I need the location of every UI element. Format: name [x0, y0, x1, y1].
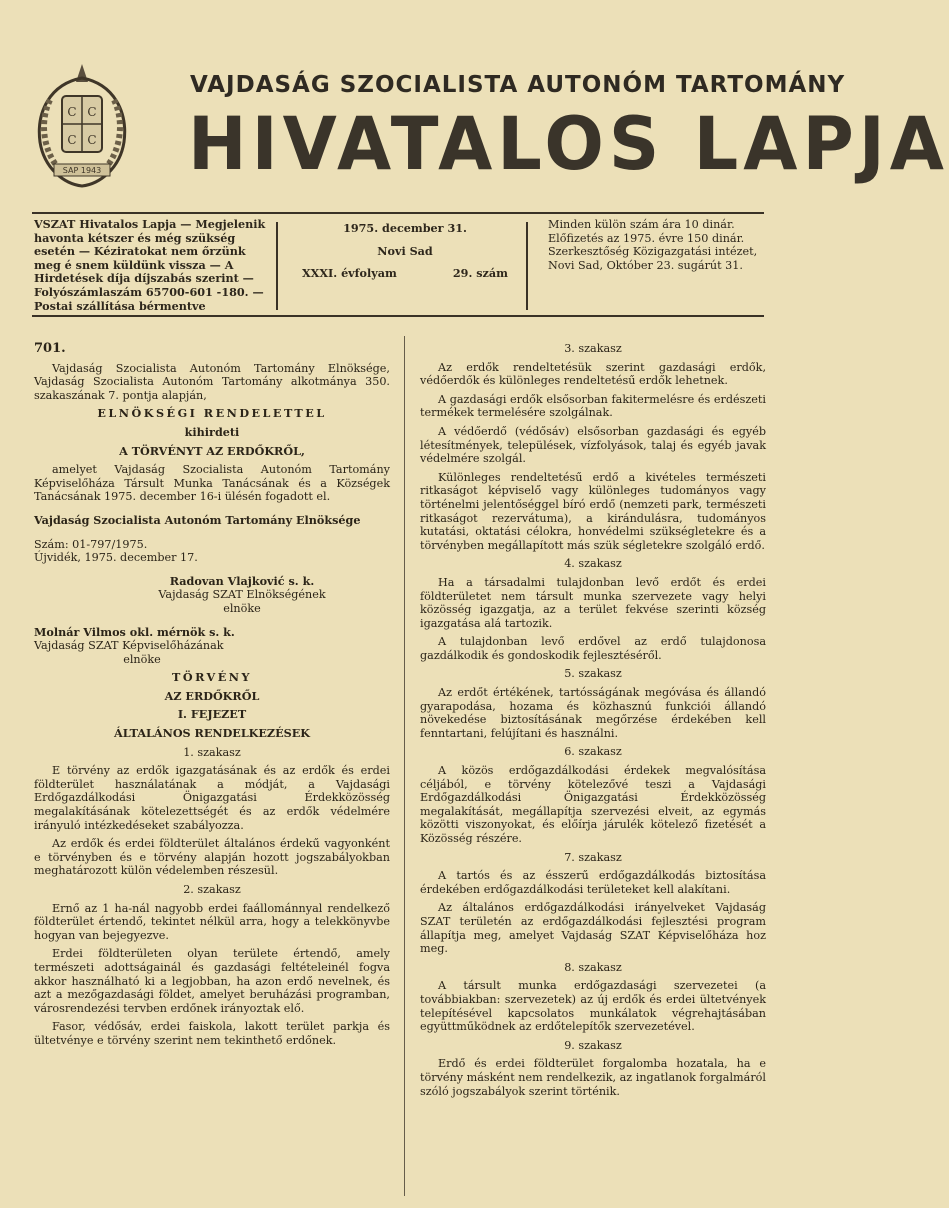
signer2-role: Vajdaság SZAT Képviselőházának	[34, 639, 224, 653]
presidency-line: Vajdaság Szocialista Autonóm Tartomány Elnöksége	[34, 512, 361, 527]
signer2-role-2: elnöke	[123, 652, 161, 666]
section-paragraph: A közös erdőgazdálkodási érdekek megvalósítása céljából, e törvény kötelezővé teszi a Vajdasági Erdőgazdálkodási Önigazgatási Érdekközösség megalakítását, megállapítja szervezési elveit, az egymás közötti viszonyokat, és előírja járulék kötelező fizetését a Közösség részére.	[420, 764, 766, 845]
decree-heading: ELNÖKSÉGI RENDELETTEL	[97, 406, 327, 421]
coat-of-arms-icon	[30, 60, 134, 190]
section-title: 4. szakasz	[564, 557, 622, 571]
section-paragraph: A tartós és az ésszerű erdőgazdálkodás biztosítása érdekében erdőgazdálkodási területeket kell alakítani.	[420, 869, 766, 896]
intro-paragraph: Vajdaság Szocialista Autonóm Tartomány Elnöksége, Vajdaság Szocialista Autonóm Tartomány alkotmánya 350. szakaszának 7. pontja alapján,	[34, 361, 390, 402]
issue-info	[290, 222, 520, 281]
publication-info: VSZAT Hivatalos Lapja — Megjelenik havonta kétszer és még szükség esetén — Kéziratokat nem őrzünk meg é snem küldünk vissza — A Hirdetések díja díjszabás szerint — Folyószámlaszám 65700-601 -180. — Postai szállítása bérmentve	[34, 217, 266, 313]
section-title: 9. szakasz	[564, 1038, 622, 1052]
adopted-paragraph: amelyet Vajdaság Szocialista Autonóm Tartomány Képviselőháza Társult Munka Tanácsának és a Községek Tanácsának 1975. december 16-i ülésén fogadott el.	[34, 463, 390, 504]
chapter-number: I. FEJEZET	[177, 707, 247, 722]
section-title: 3. szakasz	[564, 342, 622, 355]
svg-text:С: С	[67, 105, 77, 119]
section-paragraph: Különleges rendeltetésű erdő a kivételes természeti ritkaságot képviselő vagy különleges tudományos vagy történelmi jelentőséggel bíró erdő (nemzeti park, természeti ritkaságot rezervátuma), a kirándulásra, tudományos kutatási, oktatási célokra, honvédelmi szükségletekre és a törvényben megállapított más szük ségletekre szolgáló erdő.	[420, 470, 766, 552]
divider	[32, 315, 764, 317]
signer1-role: Vajdaság SZAT Elnökségének	[158, 588, 326, 602]
right-column	[420, 342, 766, 1103]
pretitle: VAJDASÁG SZOCIALISTA AUTONÓM TARTOMÁNY	[190, 72, 846, 98]
section-paragraph: Ha a társadalmi tulajdonban levő erdőt és erdei földterületet nem társult munka szervezete vagy helyi közösség igazgatja, az a terület fekvése szerinti község igazgatása alá tartozik.	[420, 575, 766, 630]
section-paragraph: Erdei földterületen olyan területe értendő, amely természeti adottságainál és gazdasági feltételeinél fogva akkor használható ki a legjobban, ha azon erdő nevelnek, és azt a mezőgazdasági földet, amelyet beruházási programban, városrendezési tervben erdőnek irányoztak elő.	[34, 947, 390, 1015]
signer1-name: Radovan Vlajković s. k.	[169, 573, 315, 588]
chapter-title: ÁLTALÁNOS RENDELKEZÉSEK	[114, 726, 310, 741]
section-title: 6. szakasz	[564, 745, 622, 759]
section-paragraph: E törvény az erdők igazgatásának és az erdők és erdei földterület használatának a módját, a Vajdasági Erdőgazdálkodási Önigazgatási Érdekközösség megalakításának kötelezettségét és az erdők védelmére irányuló intézkedéseket szabályozza.	[34, 764, 390, 832]
section-paragraph: A védőerdő (védősáv) elsősorban gazdasági és egyéb létesítmények, települések, vízfolyások, talaj és egyéb javak védelmére szolgál.	[420, 424, 766, 466]
section-title: 7. szakasz	[564, 850, 622, 864]
law-title: A TÖRVÉNYT AZ ERDŐKRŐL,	[119, 443, 305, 458]
section-paragraph: Az erdőt értékének, tartósságának megóvása és állandó gyarapodása, hozama és közhasznú funkciói állandó növekedése biztosításának megőrzése érdekében kell fenntartani, felújítani és használni.	[420, 686, 766, 740]
section-paragraph: Fasor, védősáv, erdei faiskola, lakott terület parkja és ültetvénye e törvény szerint nem tekinthető erdőnek.	[34, 1020, 390, 1047]
section-paragraph: A tulajdonban levő erdővel az erdő tulajdonosa gazdálkodik és gondoskodik fejlesztéséről.	[420, 635, 766, 662]
masthead	[0, 0, 949, 215]
column-divider	[404, 336, 405, 1196]
divider	[526, 222, 528, 310]
section-paragraph: Az erdők és erdei földterület általános érdekű vagyonként e törvényben és e törvény alapján hozott jogszabályokban meghatározott külön védelemben részesül.	[34, 837, 390, 878]
svg-text:SAP 1943: SAP 1943	[62, 166, 102, 175]
issue-number: 29. szám	[452, 266, 508, 281]
price-info: Minden külön szám ára 10 dinár. Előfizetés az 1975. évre 150 dinár. Szerkesztőség Közigazgatási intézet, Novi Sad, Október 23. sugárút 31.	[548, 218, 758, 272]
signer1-role-2: elnöke	[223, 601, 261, 615]
issue-date: 1975. december 31.	[343, 221, 467, 235]
section-paragraph: Az erdők rendeltetésük szerint gazdasági erdők, védőerdők és különleges rendeltetésű erdők lehetnek.	[420, 360, 766, 388]
svg-text:С: С	[67, 133, 77, 147]
section-paragraph: A gazdasági erdők elsősorban fakitermelésre és erdészeti termékek termelésére szolgálnak.	[420, 392, 766, 420]
law-heading: TÖRVÉNY	[172, 670, 252, 685]
section-title: 2. szakasz	[183, 883, 241, 896]
section-title: 5. szakasz	[564, 667, 622, 681]
divider	[32, 212, 764, 214]
law-subheading: AZ ERDŐKRŐL	[164, 688, 260, 703]
section-paragraph: Ernő az 1 ha-nál nagyobb erdei faállománnyal rendelkező földterület értendő, tekintet nélkül arra, hogy a telekkönyvbe hogyan van bejegyezve.	[34, 901, 390, 942]
page-title: HIVATALOS LAPJA	[188, 100, 949, 188]
svg-text:С: С	[87, 133, 97, 147]
section-paragraph: Erdő és erdei földterület forgalomba hozatala, ha e törvény másként nem rendelkezik, az ingatlanok forgalmáról szóló jogszabályok szerint történik.	[420, 1057, 766, 1098]
issue-volume: XXXI. évfolyam	[302, 266, 397, 281]
svg-text:С: С	[87, 105, 97, 119]
reference-number: Szám: 01-797/1975.	[34, 537, 148, 551]
document-number: 701.	[34, 341, 66, 356]
section-title: 8. szakasz	[564, 960, 622, 974]
section-paragraph: A társult munka erdőgazdasági szervezetei (a továbbiakban: szervezetek) az új erdők és erdei ültetvények telepítésével kapcsolatos munkálatok végrehajtásában együttműködnek az erdőtelepítők szervezetével.	[420, 979, 766, 1034]
section-paragraph: Az általános erdőgazdálkodási irányelveket Vajdaság SZAT területén az erdőgazdálkodási fejlesztési program állapítja meg, amelyet Vajdaság SZAT Képviselőháza hoz meg.	[420, 901, 766, 956]
reference-place-date: Újvidék, 1975. december 17.	[34, 551, 198, 565]
divider	[276, 222, 278, 310]
left-column	[34, 342, 390, 1053]
issue-place: Novi Sad	[377, 243, 433, 258]
promulgates-text: kihirdeti	[184, 424, 240, 439]
signer2-name: Molnár Vilmos okl. mérnök s. k.	[34, 624, 235, 639]
section-title: 1. szakasz	[183, 745, 241, 759]
